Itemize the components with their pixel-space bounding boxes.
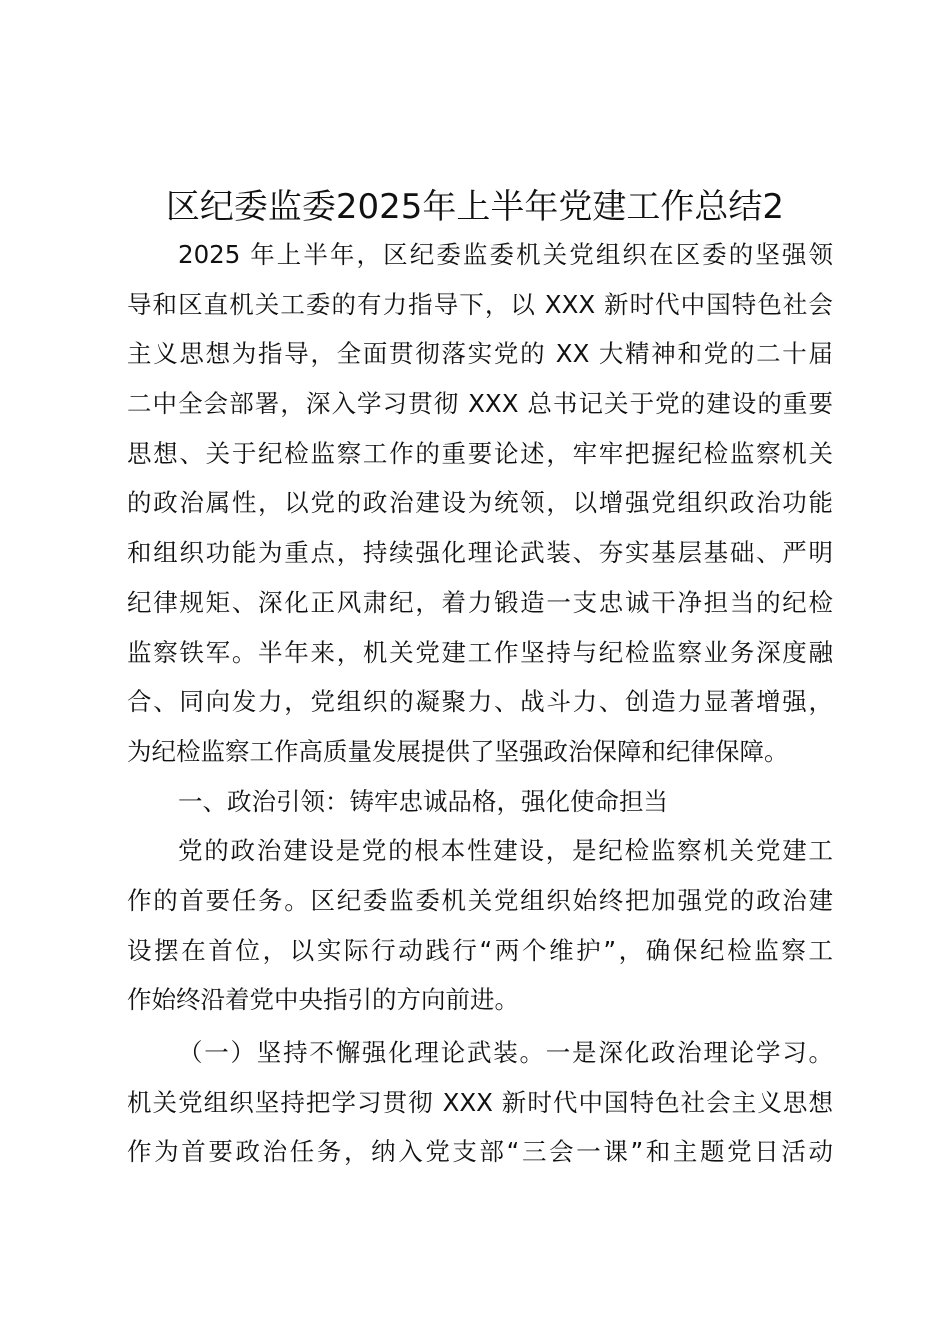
text-line: 党的政治建设是党的根本性建设，是纪检监察机关党建工 [178,836,833,866]
text-line: 作的首要任务。区纪委监委机关党组织始终把加强党的政治建 [127,885,833,915]
text-line: 思想、关于纪检监察工作的重要论述，牢牢把握纪检监察机关 [127,438,833,468]
text-line: 主义思想为指导，全面贯彻落实党的 XX 大精神和党的二十届 [127,339,833,369]
text-line: 2025 年上半年，区纪委监委机关党组织在区委的坚强领 [178,240,833,269]
text-line: 机关党组织坚持把学习贯彻 XXX 新时代中国特色社会主义思想 [127,1087,833,1117]
text-line: 纪律规矩、深化正风肃纪，着力锻造一支忠诚干净担当的纪检 [127,587,833,617]
text-line: 和组织功能为重点，持续强化理论武装、夯实基层基础、严明 [127,538,833,568]
text-line: （一）坚持不懈强化理论武装。一是深化政治理论学习。 [178,1038,833,1067]
text-line: 作始终沿着党中央指引的方向前进。 [127,985,519,1015]
document-title: 区纪委监委2025年上半年党建工作总结2 [165,187,785,227]
text-line: 为纪检监察工作高质量发展提供了坚强政治保障和纪律保障。 [127,736,789,766]
section-heading: 一、政治引领：铸牢忠诚品格，强化使命担当 [178,786,668,816]
text-line: 的政治属性，以党的政治建设为统领，以增强党组织政治功能 [127,488,833,518]
text-line: 导和区直机关工委的有力指导下，以 XXX 新时代中国特色社会 [127,289,833,319]
paragraph-intro [127,230,833,777]
document-body [127,230,833,1177]
paragraph-political-building [127,826,833,1025]
text-line: 作为首要政治任务，纳入党支部“三会一课”和主题党日活动 [127,1137,833,1167]
text-line: 监察铁军。半年来，机关党建工作坚持与纪检监察业务深度融 [127,637,833,667]
text-line: 合、同向发力，党组织的凝聚力、战斗力、创造力显著增强， [127,687,833,717]
paragraph-theory-study [127,1028,833,1177]
text-line: 二中全会部署，深入学习贯彻 XXX 总书记关于党的建设的重要 [127,389,833,419]
text-line: 设摆在首位，以实际行动践行“两个维护”，确保纪检监察工 [127,935,833,965]
